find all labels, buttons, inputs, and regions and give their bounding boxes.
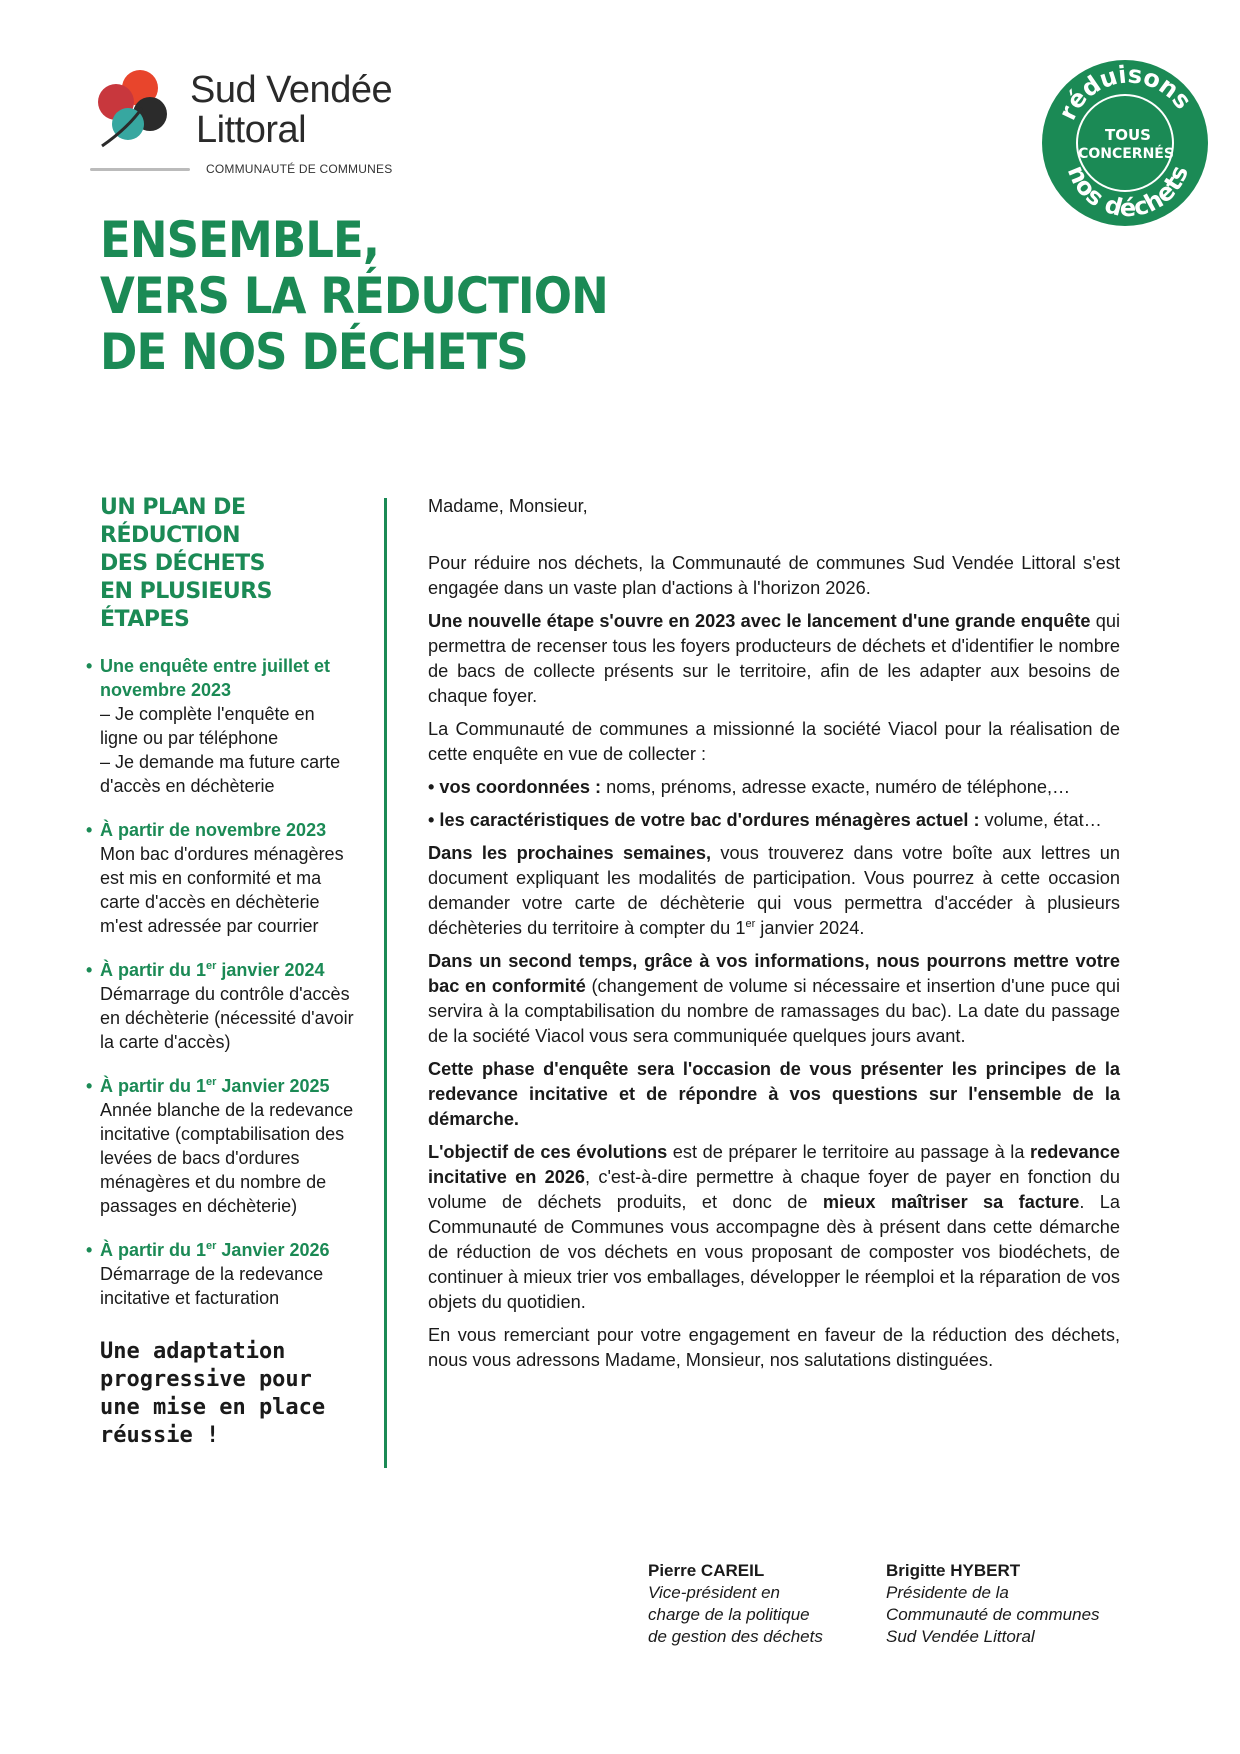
paragraph: Une nouvelle étape s'ouvre en 2023 avec le lancement d'une grande enquête qui permettra de recenser tous les foyers producteurs de déchets et d'identifier le nombre de bacs de collecte présents sur le territoire, afin de les adapter aux besoins de chaque foyer. (428, 611, 1120, 706)
signature-block (886, 1560, 1100, 1648)
signatory-role: Communauté de communes (886, 1605, 1100, 1624)
title-line-2: VERS LA RÉDUCTION (100, 267, 608, 325)
bullet-item: • vos coordonnées : noms, prénoms, adresse exacte, numéro de téléphone,… (428, 777, 1071, 797)
paragraph: Cette phase d'enquête sera l'occasion de vous présenter les principes de la redevance incitative et de répondre à vos questions sur l'ensemble de la démarche. (428, 1059, 1120, 1129)
step-text: – Je complète l'enquête en ligne ou par téléphone (100, 704, 315, 748)
badge-middle-text-2: CONCERNÉS (1078, 146, 1174, 162)
signatory-name: Brigitte HYBERT (886, 1561, 1021, 1580)
step-text: Démarrage de la redevance incitative et facturation (100, 1264, 324, 1308)
paragraph: Dans un second temps, grâce à vos informations, nous pourrons mettre votre bac en conformité (changement de volume si nécessaire et insertion d'une puce qui servira à la comptabilisation du nombre de ramassages du bac). La date du passage de la société Viacol vous sera communiquée quelques jours avant. (428, 951, 1120, 1046)
step-date: À partir de novembre 2023 (100, 820, 327, 840)
step-date: Une enquête entre juillet et novembre 2023 (100, 656, 331, 700)
title-line-1: ENSEMBLE, (100, 211, 380, 269)
paragraph: La Communauté de communes a missionné la société Viacol pour la réalisation de cette enquête en vue de collecter : (428, 719, 1120, 764)
timeline-step (86, 958, 356, 1054)
paragraph: Pour réduire nos déchets, la Communauté de communes Sud Vendée Littoral s'est engagée dans un vaste plan d'actions à l'horizon 2026. (428, 553, 1120, 598)
bullet: • (86, 1240, 93, 1260)
bullet: • (86, 656, 93, 676)
step-date: À partir du 1er Janvier 2025 (100, 1076, 330, 1096)
sidebar-title: UN PLAN DE RÉDUCTION DES DÉCHETS EN PLUSIEURS ÉTAPES (100, 495, 273, 632)
paragraph: En vous remerciant pour votre engagement en faveur de la réduction des déchets, nous vous adressons Madame, Monsieur, nos salutations distinguées. (428, 1325, 1120, 1370)
letter-body (428, 494, 1120, 1381)
logo (88, 58, 428, 178)
step-text: – Je demande ma future carte d'accès en déchèterie (100, 752, 341, 796)
signatory-role: charge de la politique (648, 1605, 810, 1624)
step-text: Année blanche de la redevance incitative (comptabilisation des levées de bacs d'ordures ménagères et du nombre de passages en déchèterie) (100, 1100, 354, 1216)
badge-bottom-text: nos déchets (1061, 161, 1195, 222)
signatory-role: Sud Vendée Littoral (886, 1627, 1035, 1646)
signatory-role: Présidente de la (886, 1583, 1009, 1602)
logo-underline (90, 168, 190, 171)
step-text: Mon bac d'ordures ménagères est mis en conformité et ma carte d'accès en déchèterie m'est adressée par courrier (100, 844, 344, 936)
step-date: À partir du 1er janvier 2024 (100, 960, 325, 980)
step-text: Démarrage du contrôle d'accès en déchèterie (nécessité d'avoir la carte d'accès) (100, 984, 354, 1052)
bullet: • (86, 820, 93, 840)
paragraph: Dans les prochaines semaines, vous trouverez dans votre boîte aux lettres un document expliquant les modalités de participation. Vous pourrez à cette occasion demander votre carte de déchèterie qui vous permettra d'accéder à plusieurs déchèteries du territoire à compter du 1er janvier 2024. (428, 843, 1120, 938)
logo-name: Sud Vendée Littoral (190, 69, 393, 151)
title-line-3: DE NOS DÉCHETS (100, 323, 528, 381)
timeline-step (86, 1074, 356, 1218)
timeline-step (86, 654, 356, 798)
paragraph: L'objectif de ces évolutions est de préparer le territoire au passage à la redevance incitative en 2026, c'est-à-dire permettre à chaque foyer de payer en fonction du volume de déchets produits, et donc de mieux maîtriser sa facture. La Communauté de Communes vous accompagne dès à présent dans cette démarche de réduction de vos déchets en vous proposant de composter vos biodéchets, de continuer à mieux trier vos emballages, développer le réemploi et la réparation de vos objets du quotidien. (428, 1142, 1121, 1312)
vertical-divider (384, 498, 387, 1468)
bullet-item: • les caractéristiques de votre bac d'ordures ménagères actuel : volume, état… (428, 810, 1102, 830)
bullet: • (86, 1076, 93, 1096)
signatory-role: de gestion des déchets (648, 1627, 823, 1646)
page-title (100, 212, 608, 380)
signature-block (648, 1560, 823, 1648)
reduisons-badge (1040, 58, 1210, 228)
timeline-step (86, 1238, 356, 1310)
step-date: À partir du 1er Janvier 2026 (100, 1240, 330, 1260)
sidebar (86, 494, 356, 1450)
signatory-name: Pierre CAREIL (648, 1561, 765, 1580)
bullet: • (86, 960, 93, 980)
greeting: Madame, Monsieur, (428, 496, 588, 516)
clover-logo-icon (88, 58, 188, 158)
logo-subtitle: COMMUNAUTÉ DE COMMUNES (206, 162, 393, 176)
timeline-step (86, 818, 356, 938)
signatory-role: Vice-président en (648, 1583, 780, 1602)
badge-middle-text-1: TOUS (1105, 126, 1151, 144)
badge-top-text: réduisons (1053, 60, 1198, 125)
tagline: Une adaptation progressive pour une mise en place réussie ! (100, 1339, 326, 1448)
